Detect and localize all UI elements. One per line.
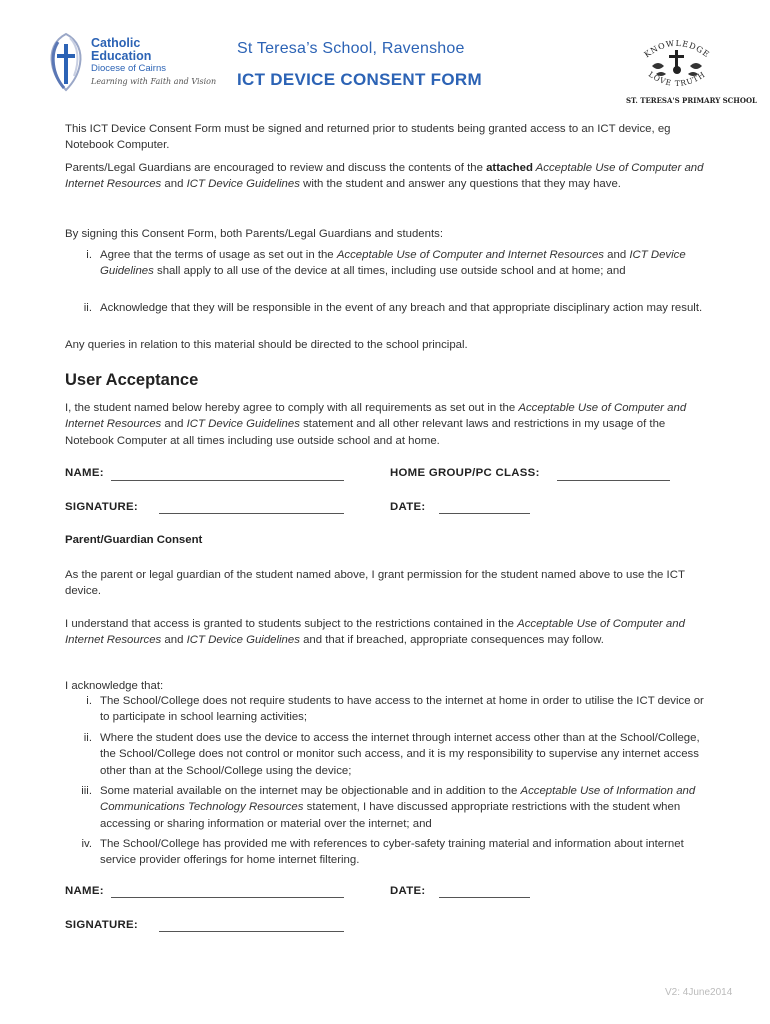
student-name-field[interactable] [111,480,344,481]
parent-consent-title: Parent/Guardian Consent [65,534,203,546]
intro-item-2: Acknowledge that they will be responsible in the event of any breach and that appropriate disciplinary action may result. [100,302,703,314]
crest-bottom-text: LOVE TRUTH [646,69,708,89]
home-group-label: HOME GROUP/PC CLASS: [390,467,540,479]
parent-name-field[interactable] [111,897,344,898]
intro-item-1-doc-ref-1: Acceptable Use of Computer and Internet Resources [336,249,605,261]
parent-date-label: DATE: [390,885,426,897]
parent-item-2: Where the student does use the device to access the internet through internet access other than at the School/College, the School/College does not control or monitor such access, and it is my responsibility to supervise any internet access other than at the School/College using the device; [100,732,700,777]
ua-and: and [161,418,187,431]
parent-date-field[interactable] [439,897,530,898]
intro-item-1-number: i. [86,249,92,261]
parent-item-4-number: iv. [81,838,92,850]
home-group-field[interactable] [557,480,670,481]
parent-p2-text: I understand that access is granted to students subject to the restrictions contained in the [65,618,518,630]
intro-p2-bold: attached [486,162,533,174]
parent-item-1: The School/College does not require students to have access to the internet at home in order to utilise the ICT device or to participate in school learning activities; [100,695,704,724]
intro-paragraph-2 [65,160,710,193]
intro-item-1 [100,247,710,280]
ce-tagline: Learning with Faith and Vision [91,77,217,86]
parent-paragraph-1: As the parent or legal guardian of the student named above, I grant permission for the student named above to use the ICT device. [65,569,685,598]
school-crest [622,36,757,108]
intro-item-1-and: and [604,249,630,261]
parent-p2-text-end: and that if breached, appropriate consequences may follow. [299,634,604,647]
crest-top-text: KNOWLEDGE [642,38,712,60]
intro-p2-doc-ref-1: Acceptable Use of Computer and Internet Resources [65,162,704,191]
parent-item-1-number: i. [86,695,92,707]
intro-p2-text-end: with the student and answer any questions that they may have. [299,178,621,191]
parent-p2-doc-ref-1: Acceptable Use of Computer and Internet Resources [65,618,685,647]
student-signature-field[interactable] [159,513,344,514]
form-title: ICT DEVICE CONSENT FORM [237,70,482,89]
school-name: St Teresa’s School, Ravenshoe [237,40,465,57]
intro-paragraph-1: This ICT Device Consent Form must be signed and returned prior to students being granted access to an ICT device, eg Notebook Computer. [65,123,671,152]
ua-text-end: statement and all other relevant laws and restrictions in my usage of the Notebook Computer at all times including use outside school and at home. [65,418,666,447]
parent-paragraph-2 [65,616,710,649]
parent-signature-field[interactable] [159,931,344,932]
intro-paragraph-3: By signing this Consent Form, both Parents/Legal Guardians and students: [65,228,444,240]
parent-item-3-text-end: statement, I have discussed appropriate restrictions with the student when accessing or sharing information or material over the internet; and [100,801,681,830]
ua-doc-ref-2: ICT Device Guidelines [186,418,300,431]
parent-name-label: NAME: [65,885,104,897]
intro-item-1-text-end: shall apply to all use of the device at all times, including use outside school and at home; and [153,265,626,278]
student-date-label: DATE: [390,501,426,513]
parent-item-4: The School/College has provided me with references to cyber-safety training material and information about internet service provider offerings for home internet filtering. [100,838,684,867]
intro-p2-and: and [161,178,187,191]
crest-caption: ST. TERESA'S PRIMARY SCHOOL [626,96,757,105]
ce-logo-line1: Catholic [91,36,141,50]
version-footer: V2: 4June2014 [665,987,733,998]
parent-p2-and: and [161,634,187,647]
parent-item-3 [100,783,710,832]
intro-item-1-doc-ref-2: ICT Device Guidelines [100,249,686,278]
crest-emblem-icon [622,36,732,96]
ce-logo-line3: Diocese of Cairns [91,63,166,74]
user-acceptance-paragraph [65,400,710,449]
intro-p2-text: Parents/Legal Guardians are encouraged to review and discuss the contents of the [65,162,487,174]
parent-item-2-number: ii. [83,732,92,744]
intro-item-1-text: Agree that the terms of usage as set out in the [100,249,337,261]
student-date-field[interactable] [439,513,530,514]
parent-item-3-text: Some material available on the internet may be objectionable and in addition to the [100,785,521,797]
parent-item-3-doc-ref: Acceptable Use of Information and Communications Technology Resources [100,785,696,814]
parent-signature-label: SIGNATURE: [65,919,139,931]
user-acceptance-title: User Acceptance [65,371,199,389]
student-signature-label: SIGNATURE: [65,501,139,513]
parent-item-3-number: iii. [81,785,92,797]
cross-shield-icon [44,30,88,94]
catholic-education-logo [44,30,219,94]
ua-text: I, the student named below hereby agree to comply with all requirements as set out in the [65,402,519,414]
student-name-label: NAME: [65,467,104,479]
intro-p2-doc-ref-2: ICT Device Guidelines [186,178,300,191]
ua-doc-ref-1: Acceptable Use of Computer and Internet Resources [65,402,687,431]
parent-paragraph-3: I acknowledge that: [65,680,164,692]
intro-item-2-number: ii. [83,302,92,314]
ce-logo-line2: Education [91,49,152,63]
intro-paragraph-4: Any queries in relation to this material should be directed to the school principal. [65,339,468,351]
parent-p2-doc-ref-2: ICT Device Guidelines [186,634,300,647]
